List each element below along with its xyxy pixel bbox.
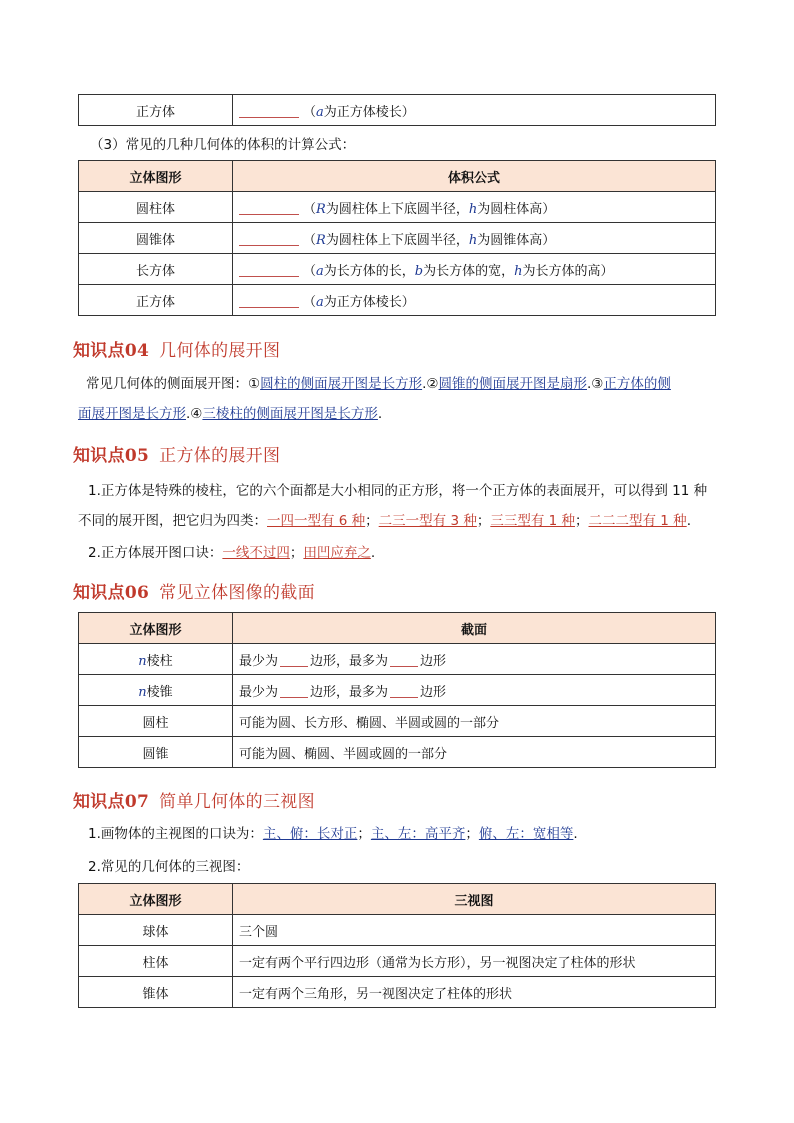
surface-area-table-tail [78, 94, 716, 126]
view-cell: 三个圆 [233, 915, 716, 946]
kp07-line1: 1.画物体的主视图的口诀为：主、俯：长对正；主、左：高平齐；俯、左：宽相等. [88, 826, 578, 842]
table-row [79, 192, 716, 223]
table-header-row [79, 884, 716, 915]
formula-cell: （a为正方体棱长） [233, 95, 716, 126]
section-heading-kp04: 知识点04 几何体的展开图 [73, 341, 281, 361]
shape-name: 圆锥体 [79, 223, 233, 254]
kp07-line2: 2.常见的几何体的三视图： [88, 859, 250, 875]
answer-blank[interactable] [280, 652, 308, 667]
shape-name: 圆柱体 [79, 192, 233, 223]
table-row [79, 285, 716, 316]
answer-blank[interactable] [239, 103, 299, 118]
shape-name: n棱柱 [79, 644, 233, 675]
answer-blank[interactable] [239, 231, 299, 246]
answer-blank[interactable] [239, 293, 299, 308]
table-row [79, 915, 716, 946]
column-header: 截面 [233, 613, 716, 644]
table-row [79, 675, 716, 706]
kp05-line2: 不同的展开图，把它归为四类：一四一型有 6 种；二三一型有 3 种；三三型有 1 种；二二二型有 1 种. [78, 513, 691, 529]
shape-name: 长方体 [79, 254, 233, 285]
table-header-row [79, 613, 716, 644]
kp05-line1: 1.正方体是特殊的棱柱，它的六个面都是大小相同的正方形，将一个正方体的表面展开，可以得到 11 种 [88, 483, 708, 499]
formula-cell: （a为长方体的长，b为长方体的宽，h为长方体的高） [233, 254, 716, 285]
shape-name: 圆锥 [79, 737, 233, 768]
table-row [79, 946, 716, 977]
view-cell: 一定有两个平行四边形（通常为长方形），另一视图决定了柱体的形状 [233, 946, 716, 977]
table-row [79, 644, 716, 675]
column-header: 体积公式 [233, 161, 716, 192]
formula-cell: （a为正方体棱长） [233, 285, 716, 316]
answer-blank[interactable] [390, 683, 418, 698]
column-header: 立体图形 [79, 161, 233, 192]
table-row [79, 223, 716, 254]
table-header-row [79, 161, 716, 192]
shape-name: 球体 [79, 915, 233, 946]
table-row [79, 95, 716, 126]
shape-name: 正方体 [79, 95, 233, 126]
answer-blank[interactable] [239, 262, 299, 277]
section3-title: （3）常见的几种几何体的体积的计算公式： [90, 137, 356, 153]
section-heading-kp06: 知识点06 常见立体图像的截面 [73, 583, 315, 603]
section-cell: 可能为圆、长方形、椭圆、半圆或圆的一部分 [233, 706, 716, 737]
answer-blank[interactable] [280, 683, 308, 698]
kp04-paragraph-line1: 常见几何体的侧面展开图：①圆柱的侧面展开图是长方形.②圆锥的侧面展开图是扇形.③正方体的侧 [86, 376, 671, 392]
kp05-line3: 2.正方体展开图口诀：一线不过四；田凹应弃之. [88, 545, 376, 561]
cross-section-table [78, 612, 716, 768]
volume-formula-table [78, 160, 716, 316]
column-header: 立体图形 [79, 613, 233, 644]
section-cell: 最少为 边形，最多为 边形 [233, 644, 716, 675]
section-cell: 可能为圆、椭圆、半圆或圆的一部分 [233, 737, 716, 768]
table-row [79, 737, 716, 768]
section-heading-kp05: 知识点05 正方体的展开图 [73, 446, 281, 466]
section-cell: 最少为 边形，最多为 边形 [233, 675, 716, 706]
section-heading-kp07: 知识点07 简单几何体的三视图 [73, 792, 315, 812]
three-view-table [78, 883, 716, 1008]
table-row [79, 254, 716, 285]
shape-name: 圆柱 [79, 706, 233, 737]
column-header: 三视图 [233, 884, 716, 915]
answer-blank[interactable] [239, 200, 299, 215]
table-row [79, 977, 716, 1008]
kp04-paragraph-line2: 面展开图是长方形.④三棱柱的侧面展开图是长方形. [78, 406, 383, 422]
shape-name: n棱锥 [79, 675, 233, 706]
column-header: 立体图形 [79, 884, 233, 915]
answer-blank[interactable] [390, 652, 418, 667]
shape-name: 正方体 [79, 285, 233, 316]
formula-cell: （R为圆柱体上下底圆半径，h为圆柱体高） [233, 192, 716, 223]
formula-cell: （R为圆柱体上下底圆半径，h为圆锥体高） [233, 223, 716, 254]
shape-name: 锥体 [79, 977, 233, 1008]
shape-name: 柱体 [79, 946, 233, 977]
table-row [79, 706, 716, 737]
view-cell: 一定有两个三角形，另一视图决定了柱体的形状 [233, 977, 716, 1008]
